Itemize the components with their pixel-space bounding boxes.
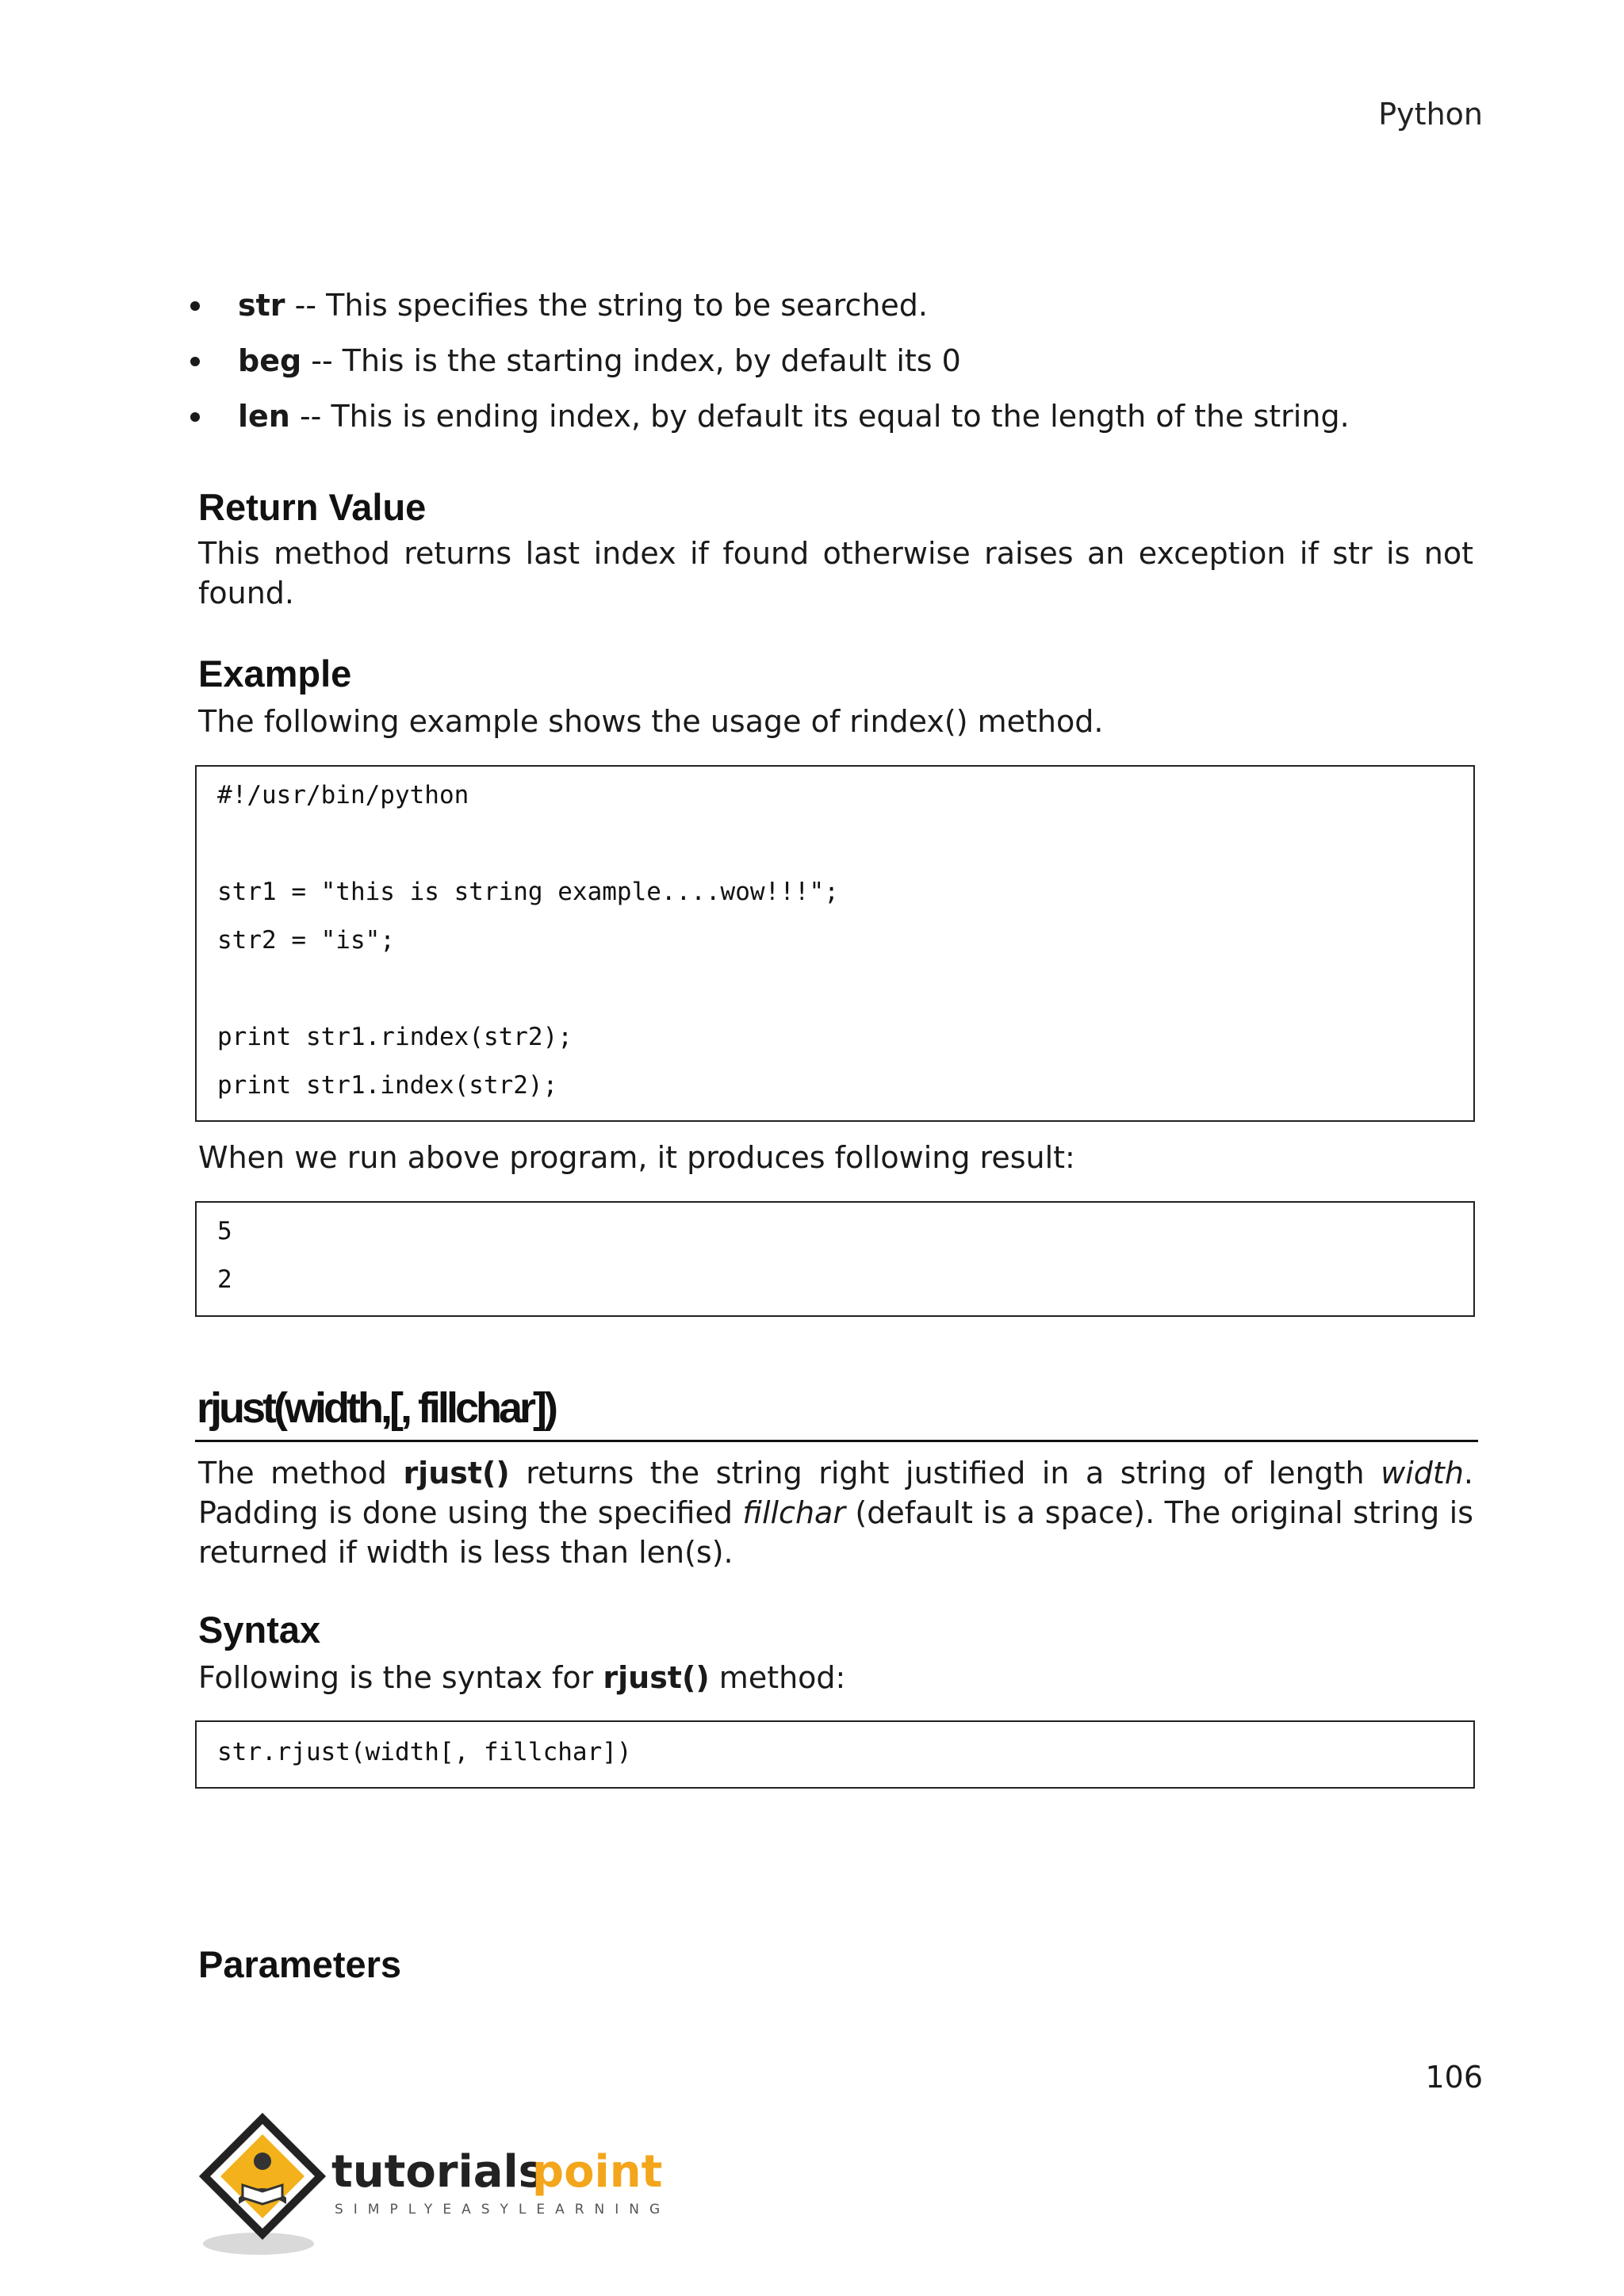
- method-name: rjust(): [403, 1456, 510, 1490]
- text-run: (default is a space). The original string is returned if width is less than len(s).: [198, 1495, 1473, 1570]
- rjust-section-heading: rjust(width,[, fillchar]): [197, 1384, 555, 1432]
- param-name: str: [238, 288, 285, 323]
- result-intro: When we run above program, it produces following result:: [198, 1140, 1075, 1175]
- code-line: print str1.rindex(str2);: [217, 1023, 573, 1051]
- param-name: len: [238, 399, 290, 434]
- parameters-heading: Parameters: [198, 1943, 402, 1985]
- heading-underline: [195, 1440, 1478, 1442]
- syntax-intro: [198, 1658, 1473, 1697]
- output-block: [195, 1201, 1475, 1317]
- output-line: 5: [217, 1217, 232, 1246]
- text-run: The method: [198, 1456, 404, 1490]
- syntax-code-block: [195, 1720, 1475, 1789]
- rjust-description: [198, 1453, 1473, 1572]
- param-emphasis: width: [1381, 1456, 1464, 1490]
- tutorialspoint-logo: [195, 2109, 687, 2267]
- logo-word-point: point: [532, 2146, 663, 2198]
- code-line: #!/usr/bin/python: [217, 781, 469, 809]
- text-run: returns the string right justified in a string of length: [509, 1456, 1381, 1490]
- output-line: 2: [217, 1265, 232, 1294]
- text-run: . Padding is done using the specified: [198, 1456, 1473, 1530]
- list-item: [238, 333, 1350, 388]
- param-desc: -- This specifies the string to be searched.: [285, 288, 928, 323]
- text-run: Following is the syntax for: [198, 1660, 603, 1695]
- code-line: print str1.index(str2);: [217, 1071, 558, 1100]
- running-header: Python: [1378, 97, 1483, 132]
- example-heading: Example: [198, 652, 352, 695]
- param-name: beg: [238, 343, 302, 378]
- logo-word-tutorials: tutorials: [331, 2146, 546, 2198]
- param-emphasis: fillchar: [742, 1495, 845, 1530]
- syntax-heading: Syntax: [198, 1609, 321, 1651]
- param-desc: -- This is ending index, by default its equal to the length of the string.: [289, 399, 1350, 434]
- method-name: rjust(): [603, 1660, 710, 1695]
- text-run: method:: [709, 1660, 846, 1695]
- param-desc: -- This is the starting index, by default its 0: [301, 343, 961, 378]
- list-item: [238, 277, 1350, 333]
- example-code-block: [195, 765, 1475, 1122]
- code-line: str2 = "is";: [217, 926, 395, 955]
- code-line: str.rjust(width[, fillchar]): [217, 1738, 632, 1766]
- parameter-list: [238, 277, 1350, 444]
- return-value-heading: Return Value: [198, 486, 427, 528]
- return-value-text: This method returns last index if found otherwise raises an exception if str is not found.: [198, 536, 1473, 610]
- page-number: 106: [1425, 2060, 1483, 2095]
- code-line: str1 = "this is string example....wow!!!";: [217, 878, 839, 906]
- list-item: [238, 388, 1350, 444]
- logo-tagline: SIMPLYEASYLEARNING: [335, 2202, 671, 2218]
- example-intro: The following example shows the usage of rindex() method.: [198, 704, 1104, 739]
